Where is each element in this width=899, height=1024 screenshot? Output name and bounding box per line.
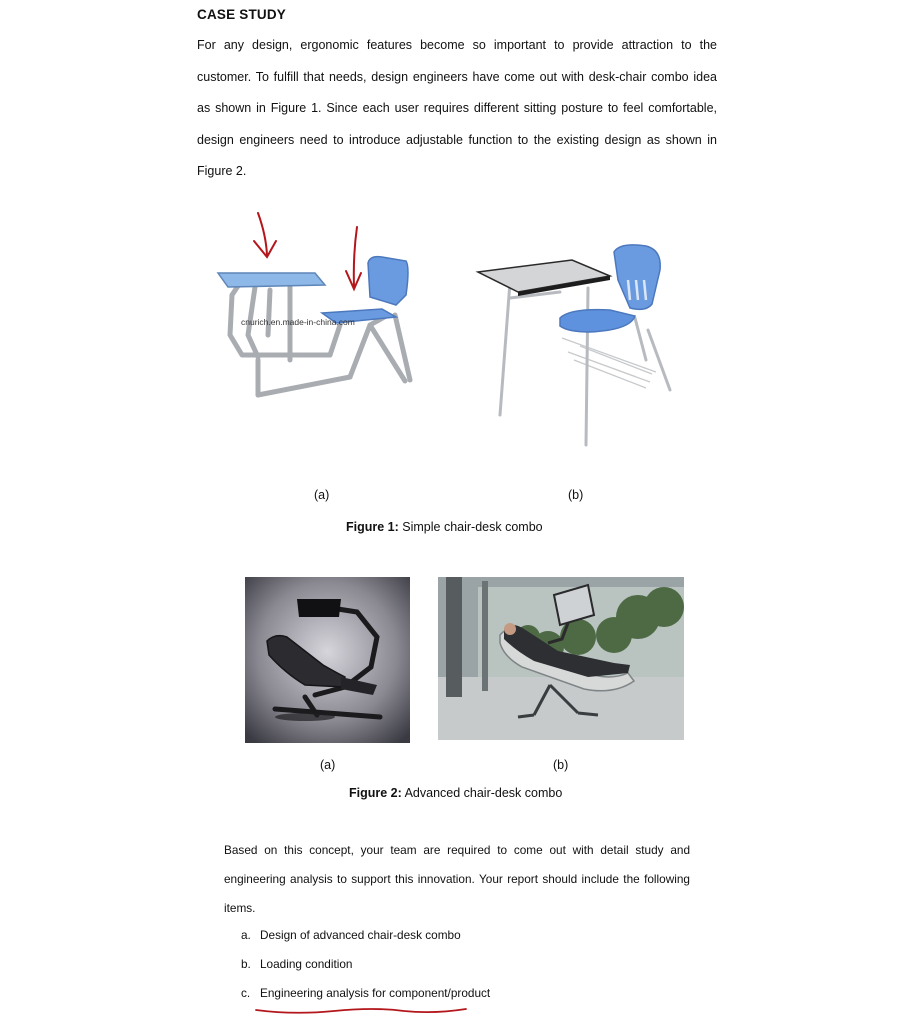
desk-top [218, 273, 325, 287]
list-item-text: Design of advanced chair-desk combo [260, 928, 461, 942]
red-arrow-desk [254, 213, 276, 257]
figure1b-school-desk-chair [470, 240, 685, 455]
red-arrow-seat [346, 227, 361, 289]
list-item-text: Loading condition [260, 956, 353, 971]
figure2-caption-text: Advanced chair-desk combo [401, 786, 563, 800]
figure1-label-a: (a) [314, 488, 330, 502]
list-item-text: Engineering analysis for component/product [260, 985, 491, 1000]
watermark-text: cnurich.en.made-in-china.com [241, 317, 355, 327]
case-study-heading: CASE STUDY [197, 7, 287, 22]
figure2a-reclining-workstation [245, 577, 410, 743]
figure1-caption-text: Simple chair-desk combo [398, 520, 543, 534]
floor [438, 677, 684, 740]
chair-back [368, 257, 408, 305]
desk-top [478, 260, 610, 292]
figure2-label-a: (a) [320, 758, 336, 772]
figure1-caption [346, 520, 543, 534]
figure1a-desk-chair-combo [210, 205, 425, 410]
list-item-marker: b. [241, 956, 251, 971]
red-handwritten-underline [254, 1002, 469, 1018]
monitor [297, 599, 341, 617]
figure2-caption-label: Figure 2: [349, 786, 402, 800]
figure2-caption [349, 786, 562, 800]
intro-paragraph: For any design, ergonomic features become so important to provide attraction to the customer. To fulfill that needs, design engineers have come out with desk-chair combo idea as shown in Figure 1. Since each user requires different sitting posture to feel comfortable, design engineers need to introduce adjustable function to the existing design as shown in Figure 2. [197, 38, 717, 179]
window-frame [446, 577, 462, 697]
list-item-marker: a. [241, 928, 251, 942]
figure1-label-b: (b) [568, 488, 584, 502]
list-item [241, 950, 490, 979]
requirements-paragraph: Based on this concept, your team are required to come out with detail study and engineering analysis to support this innovation. Your report should include the following items. [224, 843, 690, 915]
report-items-list [224, 921, 490, 1007]
list-item-marker: c. [241, 985, 251, 1000]
chair-seat [560, 310, 635, 332]
figure2b-user-in-workstation [438, 577, 684, 740]
figure1-caption-label: Figure 1: [346, 520, 399, 534]
list-item [241, 921, 490, 950]
figure2-label-b: (b) [553, 758, 569, 772]
